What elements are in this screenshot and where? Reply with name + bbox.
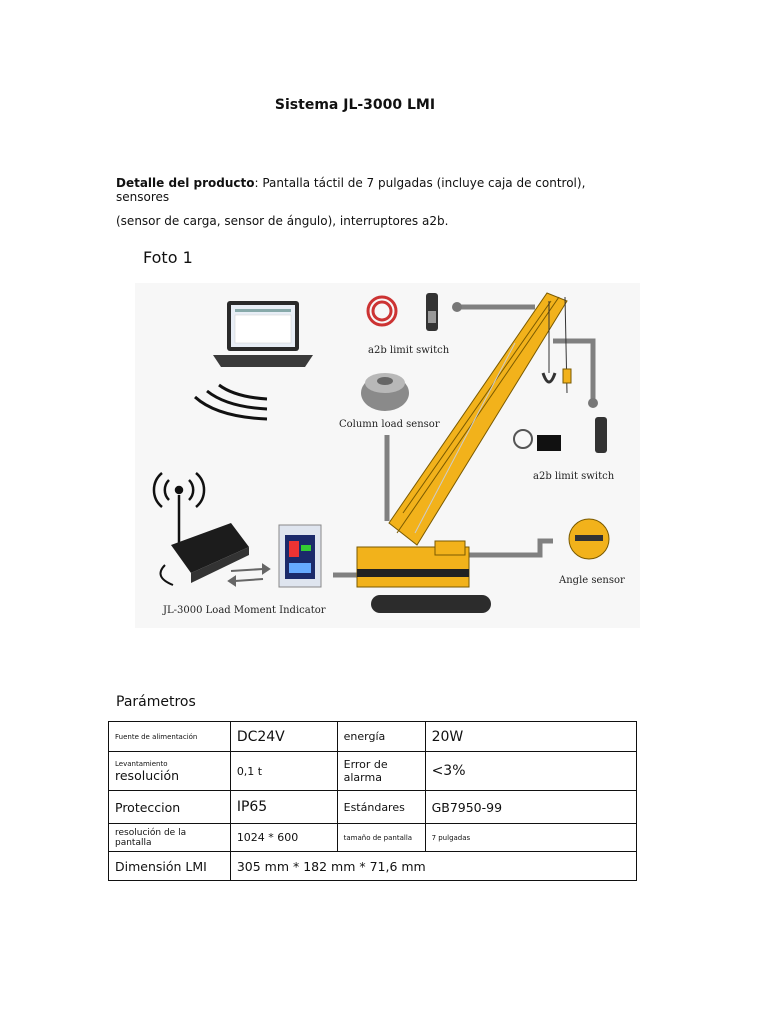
parameters-table: [108, 721, 637, 881]
angle-sensor-icon: [569, 519, 609, 559]
colon: :: [254, 176, 259, 190]
table-cell-sub: Levantamiento: [115, 759, 168, 768]
product-detail-line-2: (sensor de carga, sensor de ángulo), interruptores a2b.: [116, 214, 449, 228]
table-row: [109, 722, 637, 752]
lmi-label: JL-3000 Load Moment Indicator: [163, 605, 326, 616]
table-cell: 305 mm * 182 mm * 71,6 mm: [230, 852, 636, 881]
table-cell: IP65: [230, 791, 337, 824]
angle-sensor-label: Angle sensor: [559, 575, 625, 586]
table-cell: DC24V: [230, 722, 337, 752]
table-cell: 1024 * 600: [230, 824, 337, 852]
table-cell: GB7950-99: [425, 791, 636, 824]
table-row: [109, 852, 637, 881]
table-cell: 20W: [425, 722, 636, 752]
table-cell-main: resolución: [115, 767, 180, 783]
load-sensor-icon: [361, 373, 409, 411]
a2b-top-label: a2b limit switch: [368, 345, 450, 356]
table-cell: tamaño de pantalla: [337, 824, 425, 852]
photo-caption: Foto 1: [143, 248, 193, 267]
product-detail-line-1: [116, 176, 636, 204]
table-cell: Fuente de alimentación: [109, 722, 231, 752]
table-cell: [109, 752, 231, 791]
column-load-label: Column load sensor: [339, 419, 440, 430]
table-row: [109, 791, 637, 824]
crane-system-figure: [135, 283, 640, 628]
a2b-switch-icon: [426, 293, 438, 331]
table-cell: resolución de la pantalla: [109, 824, 231, 852]
table-cell: Error de alarma: [337, 752, 425, 791]
product-detail-text-1: Pantalla táctil de 7 pulgadas (incluye caja de control), sensores: [116, 176, 586, 204]
product-detail-label: Detalle del producto: [116, 176, 255, 190]
table-cell: Estándares: [337, 791, 425, 824]
table-cell: 7 pulgadas: [425, 824, 636, 852]
table-cell: energía: [337, 722, 425, 752]
table-cell: Dimensión LMI: [109, 852, 231, 881]
table-cell: <3%: [425, 752, 636, 791]
table-row: [109, 824, 637, 852]
display-panel-icon: [279, 525, 321, 587]
a2b-right-label: a2b limit switch: [533, 471, 615, 482]
laptop-icon: [213, 301, 313, 367]
table-row: [109, 752, 637, 791]
parameters-heading: Parámetros: [116, 694, 196, 710]
table-cell: 0,1 t: [230, 752, 337, 791]
table-cell: Proteccion: [109, 791, 231, 824]
page-title: Sistema JL-3000 LMI: [274, 97, 436, 113]
